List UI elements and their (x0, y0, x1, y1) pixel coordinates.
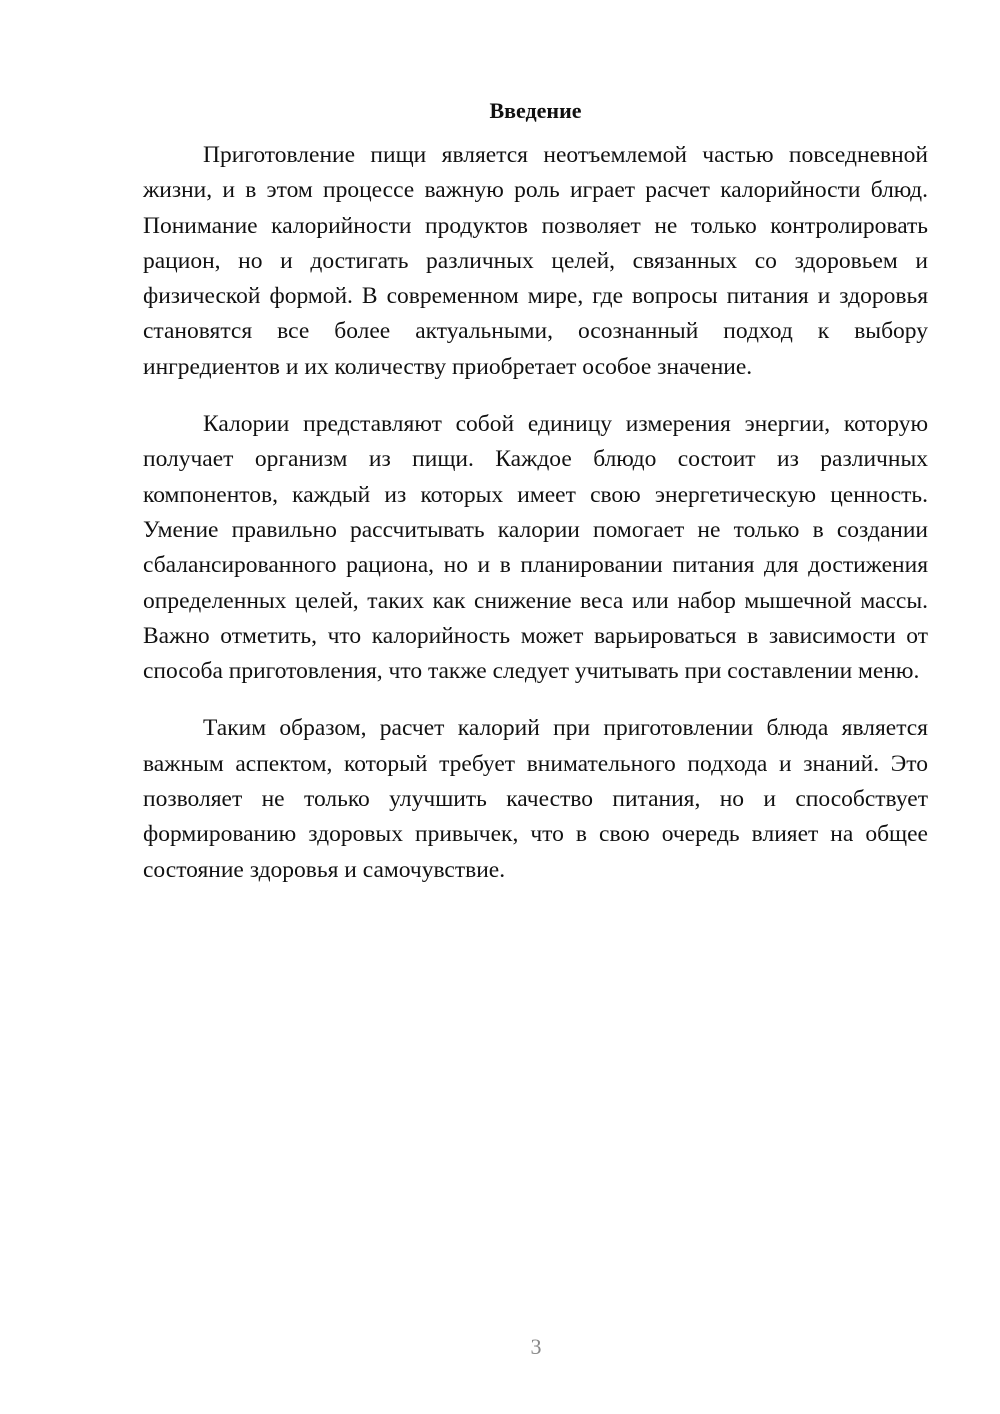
paragraph-1: Приготовление пищи является неотъемлемой частью повседневной жизни, и в этом процессе важную роль играет расчет калорийности блюд. Понимание калорийности продуктов позволяет не только контролировать рацион, но и достигать различных целей, связанных со здоровьем и физической формой. В современном мире, где вопросы питания и здоровья становятся все более актуальными, осознанный подход к выбору ингредиентов и их количеству приобретает особое значение. (143, 142, 928, 380)
paragraph-3: Таким образом, расчет калорий при приготовлении блюда является важным аспектом, который требует внимательного подхода и знаний. Это позволяет не только улучшить качество питания, но и способствует формированию здоровых привычек, что в свою очередь влияет на общее состояние здоровья и самочувствие. (143, 715, 928, 883)
paragraph-2: Калории представляют собой единицу измерения энергии, которую получает организм из пищи. Каждое блюдо состоит из различных компонентов, каждый из которых имеет свою энергетическую ценность. Умение правильно рассчитывать калории помогает не только в создании сбалансированного рациона, но и в планировании питания для достижения определенных целей, таких как снижение веса или набор мышечной массы. Важно отметить, что калорийность может варьироваться в зависимости от способа приготовления, что также следует учитывать при составлении меню. (143, 411, 928, 685)
page-content (143, 96, 928, 910)
page-number: 3 (530, 1334, 542, 1359)
section-heading: Введение (489, 98, 582, 123)
